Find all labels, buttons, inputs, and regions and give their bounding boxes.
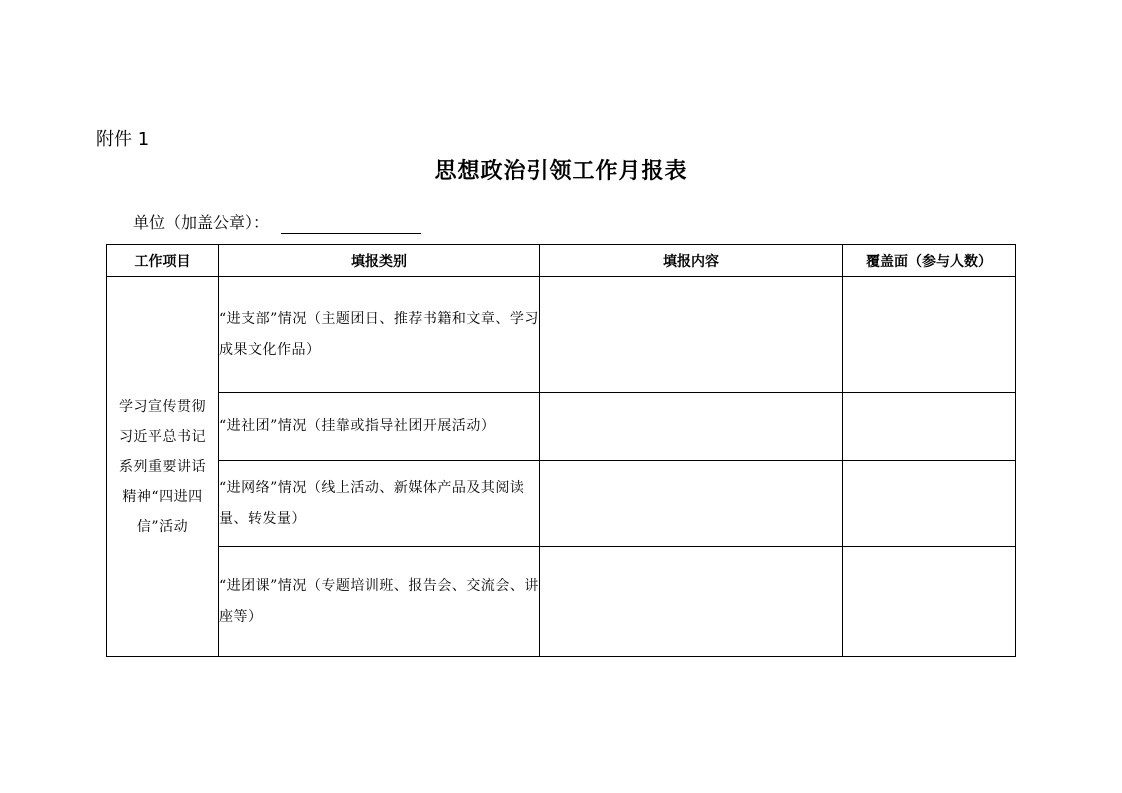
coverage-cell[interactable] <box>843 547 1016 657</box>
table-row <box>107 547 1016 657</box>
header-coverage: 覆盖面（参与人数） <box>843 245 1016 277</box>
project-name: 学习宣传贯彻习近平总书记系列重要讲话精神“四进四信”活动 <box>119 398 206 535</box>
table-header-row <box>107 245 1016 277</box>
coverage-cell[interactable] <box>843 393 1016 461</box>
project-cell <box>107 277 219 657</box>
content-cell[interactable] <box>540 277 843 393</box>
category-cell: “进团课”情况（专题培训班、报告会、交流会、讲座等） <box>219 547 540 657</box>
header-content: 填报内容 <box>540 245 843 277</box>
unit-field <box>133 210 421 234</box>
attachment-label: 附件 1 <box>96 129 150 150</box>
header-project: 工作项目 <box>107 245 219 277</box>
category-cell: “进网络”情况（线上活动、新媒体产品及其阅读量、转发量） <box>219 461 540 547</box>
coverage-cell[interactable] <box>843 461 1016 547</box>
table-row <box>107 461 1016 547</box>
monthly-report-table <box>106 244 1016 657</box>
header-category: 填报类别 <box>219 245 540 277</box>
category-cell: “进社团”情况（挂靠或指导社团开展活动） <box>219 393 540 461</box>
unit-label: 单位（加盖公章）： <box>133 213 270 232</box>
table-row <box>107 277 1016 393</box>
coverage-cell[interactable] <box>843 277 1016 393</box>
table-row <box>107 393 1016 461</box>
category-cell: “进支部”情况（主题团日、推荐书籍和文章、学习成果文化作品） <box>219 277 540 393</box>
page-title: 思想政治引领工作月报表 <box>434 159 688 184</box>
content-cell[interactable] <box>540 461 843 547</box>
content-cell[interactable] <box>540 547 843 657</box>
unit-blank-line[interactable] <box>281 213 421 234</box>
content-cell[interactable] <box>540 393 843 461</box>
